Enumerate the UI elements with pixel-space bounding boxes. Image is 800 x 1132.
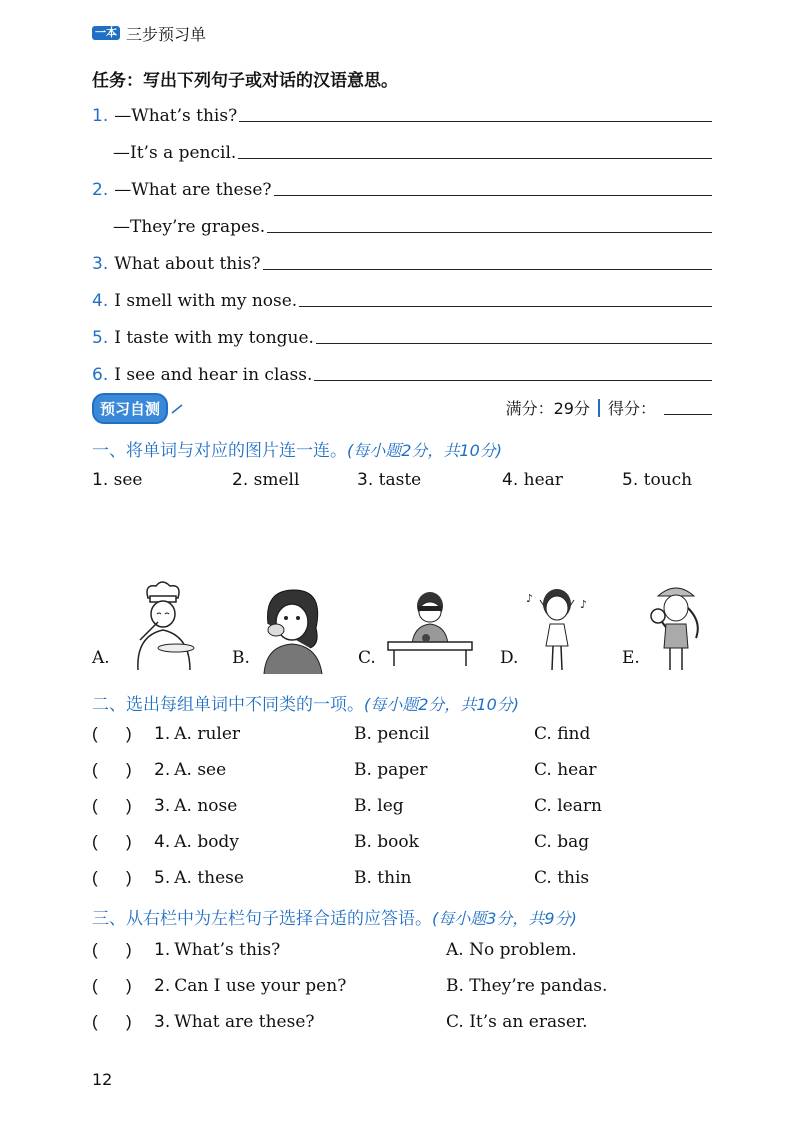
choice-row: ( ) 2. A. see B. paper C. hear — [92, 760, 597, 780]
response-row: ( ) 2. Can I use your pen? B. They’re pandas. — [92, 976, 608, 996]
page-number: 12 — [92, 1070, 113, 1089]
section3-note: (每小题3分，共9分) — [432, 909, 577, 928]
pencil-mark-icon — [170, 402, 186, 414]
option-a: A. see — [174, 760, 227, 780]
page-header-title: 三步预习单 — [126, 25, 207, 44]
picture-row — [92, 578, 712, 676]
full-score: 满分：29分 — [505, 399, 590, 418]
choice-row: ( ) 5. A. these B. thin C. this — [92, 868, 590, 888]
svg-text:♪: ♪ — [526, 592, 534, 605]
option-a: A. these — [174, 868, 244, 888]
translation-item — [92, 250, 712, 274]
answer-parentheses[interactable]: ( ) — [92, 868, 132, 887]
answer-parentheses[interactable]: ( ) — [92, 760, 132, 779]
answer-line[interactable] — [274, 194, 713, 196]
answer-line[interactable] — [314, 379, 712, 381]
score-area — [506, 396, 712, 419]
picture-label: B. — [232, 648, 250, 668]
section3-heading — [92, 904, 577, 929]
item-number: 3. — [92, 254, 109, 274]
match-word[interactable]: 1. see — [92, 470, 143, 490]
blindfolded-girl-touching-icon[interactable] — [382, 586, 478, 674]
svg-text:♪: ♪ — [580, 598, 588, 611]
option-b: B. pencil — [354, 724, 430, 744]
option-b: B. thin — [354, 868, 412, 888]
chef-tasting-icon[interactable] — [118, 578, 210, 674]
match-word[interactable]: 5. touch — [622, 470, 693, 490]
picture-label: E. — [622, 648, 640, 668]
response-option: B. They’re pandas. — [446, 976, 608, 996]
choice-row: ( ) 4. A. body B. book C. bag — [92, 832, 590, 852]
answer-parentheses[interactable]: ( ) — [92, 832, 132, 851]
translation-item — [92, 361, 712, 385]
item-text: —They’re grapes. — [113, 217, 266, 237]
item-number: 2. — [92, 180, 109, 200]
picture-label: D. — [500, 648, 519, 668]
item-number: 1. — [92, 106, 109, 126]
section1-note: (每小题2分，共10分) — [347, 441, 503, 460]
translation-item — [92, 287, 712, 311]
answer-parentheses[interactable]: ( ) — [92, 796, 132, 815]
option-c: C. find — [534, 724, 591, 744]
translation-item — [92, 176, 712, 200]
option-b: B. leg — [354, 796, 404, 816]
section2-title: 二、选出每组单词中不同类的一项。 — [92, 695, 364, 715]
question-text: What’s this? — [174, 940, 281, 960]
option-c: C. hear — [534, 760, 597, 780]
option-a: A. body — [174, 832, 239, 852]
option-a: A. nose — [174, 796, 238, 816]
answer-line[interactable] — [263, 268, 712, 270]
response-option: C. It’s an eraser. — [446, 1012, 588, 1032]
score-divider — [598, 399, 600, 417]
choice-row: ( ) 1. A. ruler B. pencil C. find — [92, 724, 591, 744]
option-b: B. book — [354, 832, 419, 852]
answer-line[interactable] — [299, 305, 712, 307]
item-text: —What’s this? — [114, 106, 238, 126]
section3-title: 三、从右栏中为左栏句子选择合适的应答语。 — [92, 909, 432, 929]
item-number: 4. — [92, 291, 109, 311]
translation-item — [92, 102, 712, 126]
item-text: I taste with my tongue. — [114, 328, 314, 348]
answer-parentheses[interactable]: ( ) — [92, 724, 132, 743]
match-word[interactable]: 4. hear — [502, 470, 563, 490]
answer-parentheses[interactable]: ( ) — [92, 976, 132, 995]
girl-eating-icon[interactable] — [254, 584, 332, 674]
self-test-banner — [92, 394, 186, 422]
match-word[interactable]: 3. taste — [357, 470, 422, 490]
match-word-list — [92, 470, 712, 490]
choice-row: ( ) 3. A. nose B. leg C. learn — [92, 796, 602, 816]
section1-title: 一、将单词与对应的图片连一连。 — [92, 441, 347, 461]
match-word[interactable]: 2. smell — [232, 470, 300, 490]
translation-item — [92, 213, 712, 237]
section1-heading — [92, 436, 502, 461]
option-c: C. learn — [534, 796, 602, 816]
question-text: What are these? — [174, 1012, 315, 1032]
option-c: C. bag — [534, 832, 590, 852]
answer-line[interactable] — [239, 120, 712, 122]
answer-line[interactable] — [316, 342, 712, 344]
detective-magnifier-icon[interactable] — [640, 578, 712, 674]
item-text: —It’s a pencil. — [113, 143, 237, 163]
response-row: ( ) 3. What are these? C. It’s an eraser. — [92, 1012, 588, 1032]
item-text: I see and hear in class. — [114, 365, 313, 385]
section2-heading — [92, 690, 519, 715]
item-number: 5. — [92, 328, 109, 348]
section2-note: (每小题2分，共10分) — [364, 695, 520, 714]
picture-label: A. — [92, 648, 110, 668]
answer-parentheses[interactable]: ( ) — [92, 940, 132, 959]
item-text: I smell with my nose. — [114, 291, 298, 311]
book-badge: 一本 — [92, 26, 120, 40]
self-test-title: 预习自测 — [92, 393, 168, 424]
got-score-label: 得分： — [607, 399, 656, 418]
task-title: 任务：写出下列句子或对话的汉语意思。 — [92, 71, 398, 91]
option-b: B. paper — [354, 760, 428, 780]
translation-list — [92, 102, 712, 385]
item-number: 6. — [92, 365, 109, 385]
option-a: A. ruler — [174, 724, 241, 744]
girl-listening-icon[interactable] — [522, 584, 592, 674]
response-option: A. No problem. — [446, 940, 577, 960]
question-text: Can I use your pen? — [174, 976, 347, 996]
answer-line[interactable] — [267, 231, 712, 233]
response-row: ( ) 1. What’s this? A. No problem. — [92, 940, 577, 960]
translation-item — [92, 324, 712, 348]
item-text: —What are these? — [114, 180, 272, 200]
picture-label: C. — [358, 648, 376, 668]
translation-item — [92, 139, 712, 163]
item-text: What about this? — [114, 254, 261, 274]
answer-line[interactable] — [238, 157, 712, 159]
answer-parentheses[interactable]: ( ) — [92, 1012, 132, 1031]
option-c: C. this — [534, 868, 590, 888]
score-blank[interactable] — [664, 400, 712, 415]
